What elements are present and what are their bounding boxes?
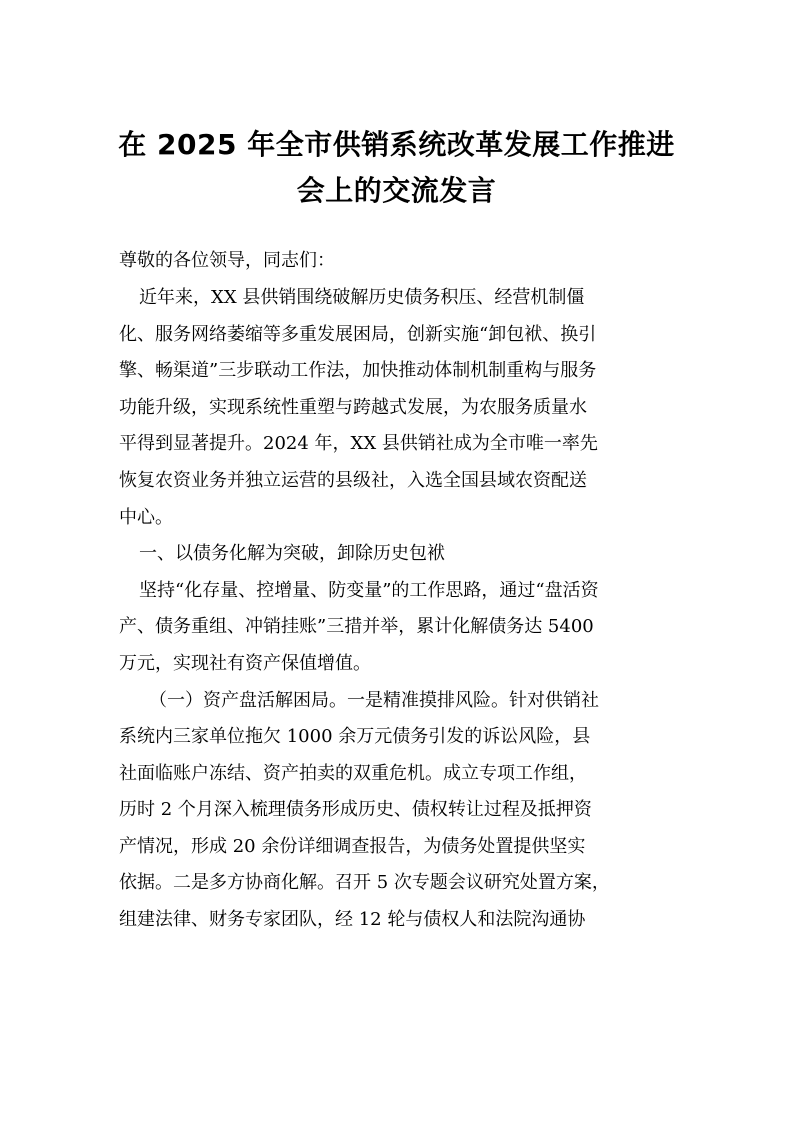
paragraph-line: 万元，实现社有资产保值增值。 — [119, 652, 371, 674]
paragraph-line: 系统内三家单位拖欠 1000 余万元债务引发的诉讼风险，县 — [119, 726, 591, 748]
section-heading: 一、以债务化解为突破，卸除历史包袱 — [139, 543, 445, 565]
paragraph-line: 坚持“化存量、控增量、防变量”的工作思路，通过“盘活资 — [139, 579, 599, 601]
paragraph-line: 产、债务重组、冲销挂账”三措并举，累计化解债务达 5400 — [119, 616, 594, 638]
paragraph-line: 平得到显著提升。2024 年，XX 县供销社成为全市唯一率先 — [119, 433, 598, 455]
paragraph-line: 依据。二是多方协商化解。召开 5 次专题会议研究处置方案， — [119, 872, 610, 894]
paragraph-line: 化、服务网络萎缩等多重发展困局，创新实施“卸包袱、换引 — [119, 323, 597, 345]
paragraph-line: 近年来，XX 县供销围绕破解历史债务积压、经营机制僵 — [139, 286, 585, 308]
paragraph-line: 社面临账户冻结、资产拍卖的双重危机。成立专项工作组， — [119, 762, 587, 784]
paragraph-line: 历时 2 个月深入梳理债务形成历史、债权转让过程及抵押资 — [119, 799, 592, 821]
paragraph-line: 中心。 — [119, 506, 173, 528]
paragraph-line: 擎、畅渠道”三步联动工作法，加快推动体制机制重构与服务 — [119, 360, 597, 382]
paragraph-line: 产情况，形成 20 余份详细调查报告，为债务处置提供坚实 — [119, 835, 586, 857]
paragraph-line: 功能升级，实现系统性重塑与跨越式发展，为农服务质量水 — [119, 396, 587, 418]
document-body — [119, 243, 679, 939]
paragraph-line: 恢复农资业务并独立运营的县级社，入选全国县域农资配送 — [119, 469, 587, 491]
paragraph-line: 组建法律、财务专家团队，经 12 轮与债权人和法院沟通协 — [119, 909, 586, 931]
subsection-line: （一）资产盘活解困局。一是精准摸排风险。针对供销社 — [149, 689, 599, 711]
title-line-2: 会上的交流发言 — [296, 174, 497, 207]
document-title — [100, 122, 693, 214]
title-line-1: 在 2025 年全市供销系统改革发展工作推进 — [118, 128, 675, 161]
salutation: 尊敬的各位领导，同志们： — [119, 250, 335, 271]
